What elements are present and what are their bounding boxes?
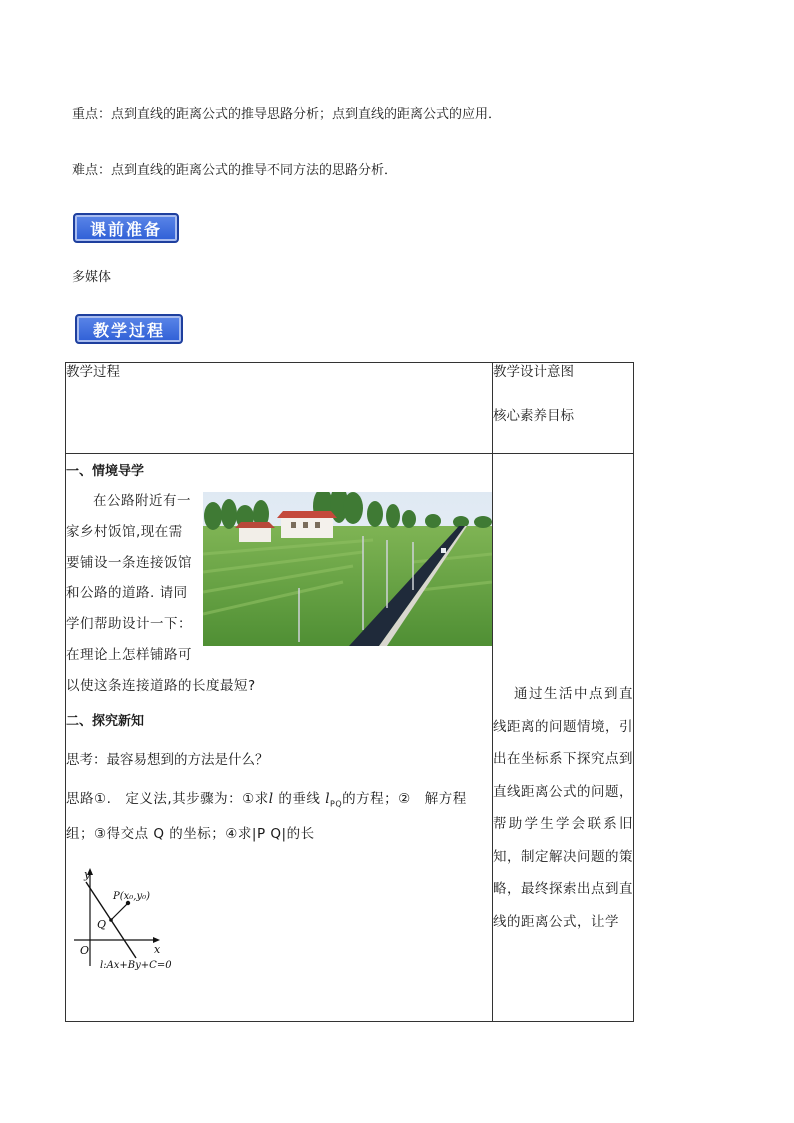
- approach-1-text: [66, 784, 492, 851]
- approach-line-l: l: [268, 790, 274, 807]
- diagram-point-p: P(x₀,y₀): [113, 891, 151, 903]
- section-2-title: 二、探究新知: [66, 713, 145, 729]
- diagram-line-label: l:Ax+By+C=0: [100, 960, 172, 971]
- prep-banner: [73, 213, 179, 243]
- approach-part-a: 思路①. 定义法,其步骤为：①求: [66, 790, 269, 807]
- difficulty-text: 难点：点到直线的距离公式的推导不同方法的思路分析．: [72, 163, 398, 178]
- diagram-origin: O: [80, 944, 90, 958]
- teaching-process-table: [65, 362, 634, 1022]
- approach-part-b: 的垂线: [273, 790, 326, 807]
- process-banner: [75, 314, 183, 344]
- header-left-label: 教学过程: [66, 364, 120, 380]
- approach-subscript-pq: PQ: [330, 799, 343, 809]
- diagram-axis-x: x: [154, 943, 161, 957]
- approach-part-c: 的方程；② 解方程组；③得交点 Q 的坐标；④求|P Q|的长: [66, 790, 467, 843]
- prep-banner-label: 课前准备: [89, 219, 162, 239]
- header-right-label-2: 核心素养目标: [493, 408, 574, 424]
- prep-content: 多媒体: [72, 270, 112, 285]
- section-1-text: 在公路附近有一家乡村饭馆,现在需要铺设一条连接饭馆和公路的道路. 请同学们帮助设计一下：在理论上怎样铺路可以使这条连接道路的长度最短?: [66, 493, 256, 694]
- header-right-label-1: 教学设计意图: [493, 364, 574, 380]
- design-intent-body: 通过生活中点到直线距离的问题情境，引出在坐标系下探究点到直线距离公式的问题，帮助学生学会联系旧知，制定解决问题的策略，最终探索出点到直线的距离公式，让学: [493, 686, 633, 930]
- thinking-text: 思考：最容易想到的方法是什么？: [66, 751, 269, 768]
- header-right-cell: [493, 363, 634, 454]
- header-left-cell: [66, 363, 493, 454]
- coordinate-diagram-icon: [70, 866, 200, 970]
- content-right-cell: [493, 454, 634, 1022]
- diagram-point-q: Q: [97, 918, 107, 932]
- section-1-title: 一、情境导学: [66, 464, 145, 479]
- key-point-text: 重点：点到直线的距离公式的推导思路分析；点到直线的距离公式的应用．: [72, 107, 502, 122]
- diagram-axis-y: y: [84, 868, 91, 882]
- content-left-cell: [66, 454, 493, 1022]
- design-intent-text: [493, 678, 633, 938]
- rural-road-photo: [203, 492, 492, 646]
- process-banner-label: 教学过程: [92, 320, 165, 340]
- approach-line-lpq: l: [325, 790, 331, 807]
